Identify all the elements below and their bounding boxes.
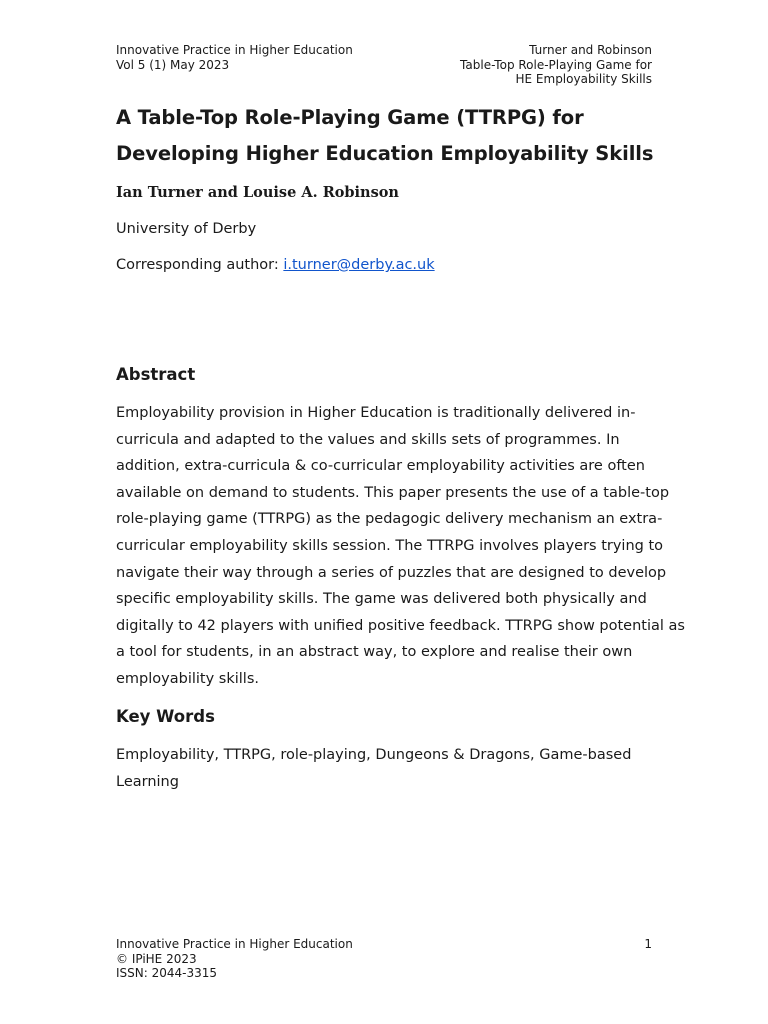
document-page (116, 0, 685, 1024)
keywords-line: Employability, TTRPG, role-playing, Dungeons & Dragons, Game-based (116, 747, 632, 763)
header-volume-issue: Vol 5 (1) May 2023 (116, 57, 230, 72)
header-authors: Turner and Robinson (529, 43, 652, 57)
abstract-line: curricula and adapted to the values and skills sets of programmes. In (116, 431, 620, 448)
keywords-heading: Key Words (116, 707, 215, 726)
abstract-line: role-playing game (TTRPG) as the pedagogic delivery mechanism an extra- (116, 511, 663, 528)
footer-copyright: © IPiHE 2023 (116, 951, 197, 966)
article-title-line2: Developing Higher Education Employability Skills (116, 141, 654, 165)
abstract-line: available on demand to students. This paper presents the use of a table-top (116, 484, 670, 501)
keywords-line: Learning (116, 773, 179, 790)
article-title-line1: A Table-Top Role-Playing Game (TTRPG) for (116, 106, 584, 129)
abstract-line: navigate their way through a series of puzzles that are designed to develop (116, 564, 667, 581)
abstract-line: Employability provision in Higher Education is traditionally delivered in- (116, 405, 636, 421)
footer-journal-info (116, 937, 353, 981)
header-article-info (460, 43, 652, 87)
article-title (116, 100, 652, 171)
abstract-line: digitally to 42 players with unified positive feedback. TTRPG show potential as (116, 617, 685, 634)
abstract-line: specific employability skills. The game was delivered both physically and (116, 591, 647, 608)
header-journal-info (116, 43, 353, 72)
footer-issn: ISSN: 2044-3315 (116, 966, 218, 980)
author-list: Ian Turner and Louise A. Robinson (116, 184, 399, 201)
corresponding-author-label: Corresponding author: (116, 257, 284, 273)
abstract-heading: Abstract (116, 365, 196, 384)
header-short-title-line1: Table-Top Role-Playing Game for (460, 57, 652, 72)
corresponding-author (116, 255, 435, 275)
abstract-line: addition, extra-curricula & co-curricular employability activities are often (116, 458, 645, 475)
header-short-title-line2: HE Employability Skills (515, 72, 652, 86)
page-number: 1 (644, 937, 652, 951)
abstract-line: curricular employability skills session. The TTRPG involves players trying to (116, 537, 664, 554)
footer-journal-name: Innovative Practice in Higher Education (116, 937, 353, 951)
corresponding-email-link[interactable]: i.turner@derby.ac.uk (283, 257, 435, 273)
abstract-line: a tool for students, in an abstract way, to explore and realise their own (116, 644, 633, 661)
abstract-line: employability skills. (116, 670, 259, 687)
header-journal-name: Innovative Practice in Higher Education (116, 43, 353, 57)
author-affiliation: University of Derby (116, 221, 257, 237)
abstract-body (116, 400, 685, 693)
keywords-body (116, 742, 652, 795)
